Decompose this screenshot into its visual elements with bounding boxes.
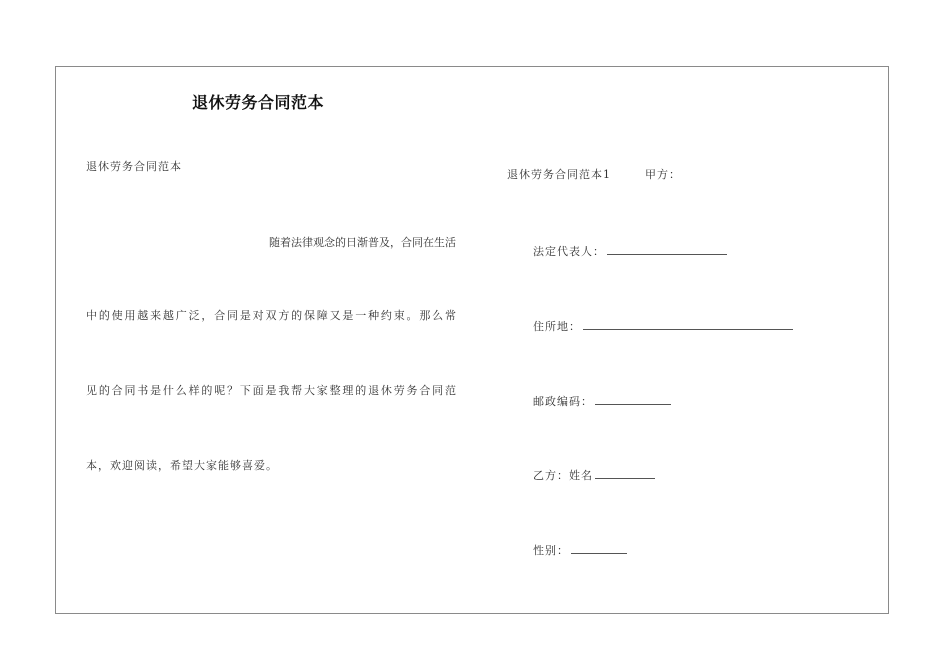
paragraph-line-3: 见的合同书是什么样的呢？下面是我帮大家整理的退休劳务合同范 <box>86 384 456 397</box>
fill-blank <box>595 393 671 405</box>
field-postal-code <box>533 393 671 409</box>
paragraph-line-4: 本，欢迎阅读，希望大家能够喜爱。 <box>86 459 278 472</box>
field-label: 住所地： <box>533 320 581 333</box>
fill-blank <box>607 243 727 255</box>
field-legal-representative <box>533 243 727 259</box>
right-heading: 退休劳务合同范本1 <box>507 168 611 181</box>
paragraph-line-1: 随着法律观念的日渐普及，合同在生活 <box>269 236 456 249</box>
field-address <box>533 318 793 334</box>
party-a-label: 甲方： <box>645 168 681 181</box>
field-party-b-name <box>533 467 655 483</box>
left-heading: 退休劳务合同范本 <box>86 160 182 173</box>
field-label: 法定代表人： <box>533 245 605 258</box>
fill-blank <box>571 542 627 554</box>
paragraph-line-2: 中的使用越来越广泛，合同是对双方的保障又是一种约束。那么常 <box>86 309 456 322</box>
field-gender <box>533 542 627 558</box>
document-title: 退休劳务合同范本 <box>192 93 325 112</box>
fill-blank <box>583 318 793 330</box>
field-label: 邮政编码： <box>533 395 593 408</box>
fill-blank <box>595 467 655 479</box>
document-page <box>55 66 889 614</box>
field-label: 乙方：姓名 <box>533 469 593 482</box>
field-label: 性别： <box>533 544 569 557</box>
